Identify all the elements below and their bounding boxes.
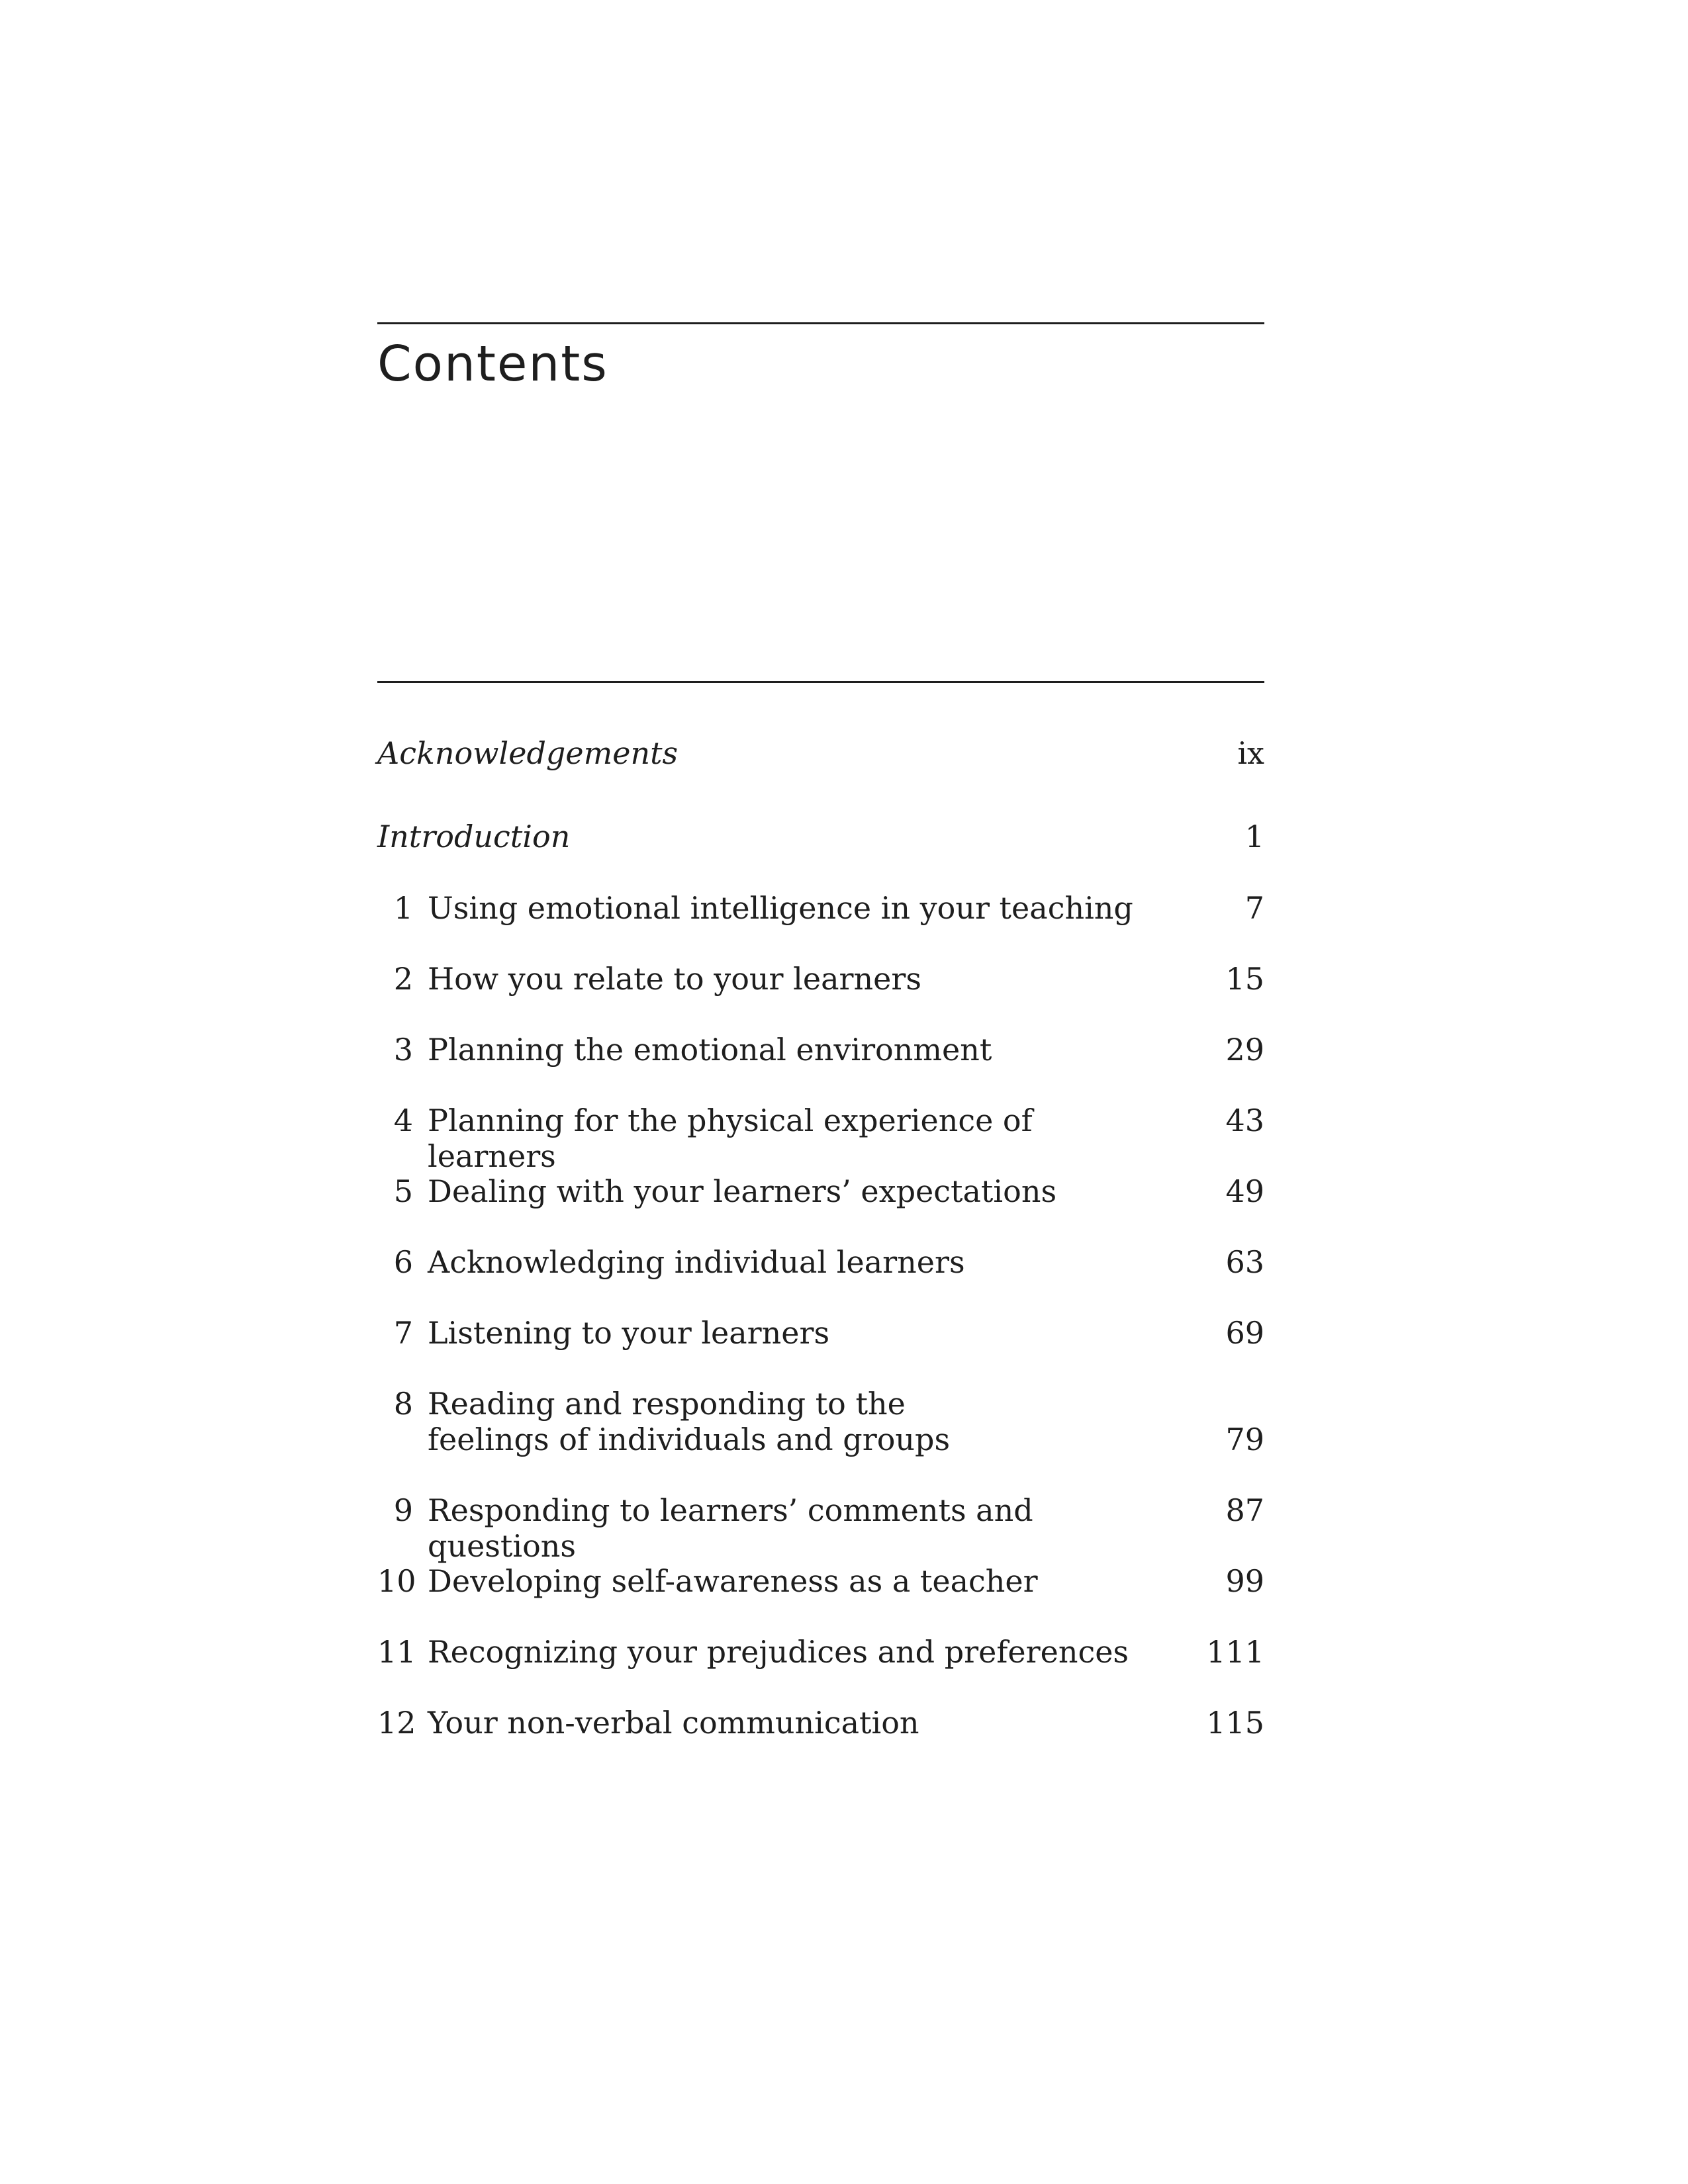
chapter-number: 3 — [393, 1032, 413, 1068]
entry-page-number: 43 — [1225, 1103, 1264, 1138]
chapter-number: 5 — [393, 1173, 413, 1209]
entry-page-number: 7 — [1244, 890, 1264, 926]
entry-title: Planning for the physical experience of learners — [428, 1103, 1033, 1174]
chapter-number: 11 — [377, 1634, 416, 1670]
entry-title: Planning the emotional environment — [428, 1032, 992, 1068]
entry-title: Acknowledging individual learners — [428, 1244, 965, 1280]
chapter-number: 7 — [393, 1315, 413, 1351]
chapter-number: 9 — [393, 1492, 413, 1528]
chapter-number: 12 — [377, 1705, 416, 1741]
chapter-number: 6 — [393, 1244, 413, 1280]
entry-page-number: 87 — [1225, 1492, 1264, 1528]
entry-title: Responding to learners’ comments and questions — [428, 1492, 1033, 1564]
entry-title: Recognizing your prejudices and preferences — [428, 1634, 1129, 1670]
entry-page-number: 63 — [1225, 1244, 1264, 1280]
chapter-number: 1 — [393, 890, 413, 926]
entry-page-number: 79 — [1225, 1422, 1264, 1457]
entry-page-number: 49 — [1225, 1173, 1264, 1209]
entry-title: Using emotional intelligence in your teaching — [428, 890, 1133, 926]
entry-title: Your non-verbal communication — [428, 1705, 919, 1741]
entry-title: How you relate to your learners — [428, 961, 921, 997]
table-of-contents — [377, 0, 1264, 2184]
entry-title: Acknowledgements — [377, 735, 679, 771]
page-title: Contents — [377, 336, 608, 392]
entry-title: Developing self-awareness as a teacher — [428, 1563, 1038, 1599]
entry-page-number: ix — [1237, 735, 1264, 771]
chapter-number: 2 — [393, 961, 413, 997]
chapter-number: 8 — [393, 1386, 413, 1422]
entry-page-number: 99 — [1225, 1563, 1264, 1599]
entry-title: Listening to your learners — [428, 1315, 830, 1351]
entry-page-number: 69 — [1225, 1315, 1264, 1351]
chapter-number: 10 — [377, 1563, 416, 1599]
entry-title: Reading and responding to the feelings of individuals and groups — [428, 1386, 951, 1457]
entry-page-number: 115 — [1206, 1705, 1264, 1741]
entry-page-number: 15 — [1225, 961, 1264, 997]
entry-page-number: 29 — [1225, 1032, 1264, 1068]
entry-page-number: 1 — [1244, 819, 1264, 854]
chapter-number: 4 — [393, 1103, 413, 1138]
entry-title: Introduction — [377, 819, 571, 854]
entry-title: Dealing with your learners’ expectations — [428, 1173, 1057, 1209]
entry-page-number: 111 — [1206, 1634, 1264, 1670]
